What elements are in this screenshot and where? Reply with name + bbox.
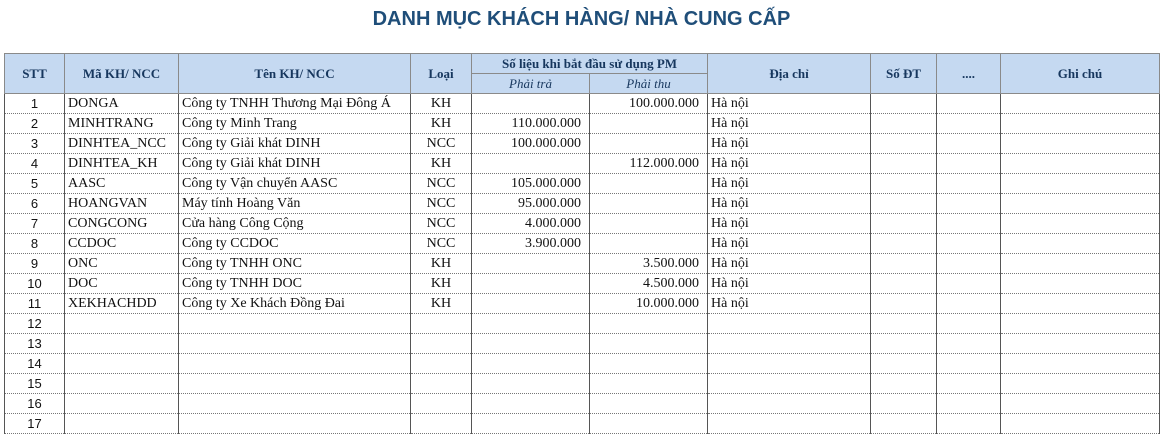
cell-more[interactable] (937, 334, 1001, 354)
cell-code[interactable] (65, 374, 179, 394)
cell-stt[interactable]: 8 (5, 234, 65, 254)
cell-phone[interactable] (871, 314, 937, 334)
cell-receivable[interactable]: 3.500.000 (590, 254, 708, 274)
cell-address[interactable]: Hà nội (708, 274, 871, 294)
cell-receivable[interactable]: 100.000.000 (590, 94, 708, 114)
cell-more[interactable] (937, 214, 1001, 234)
cell-receivable[interactable] (590, 194, 708, 214)
table-row (5, 194, 1160, 214)
cell-receivable[interactable] (590, 134, 708, 154)
cell-name[interactable]: Công ty CCDOC (179, 234, 411, 254)
cell-payable[interactable] (472, 254, 590, 274)
cell-stt[interactable]: 1 (5, 94, 65, 114)
cell-address[interactable] (708, 374, 871, 394)
cell-address[interactable] (708, 394, 871, 414)
cell-code[interactable]: MINHTRANG (65, 114, 179, 134)
cell-type[interactable] (411, 414, 472, 434)
header-name: Tên KH/ NCC (179, 54, 411, 94)
cell-name[interactable] (179, 354, 411, 374)
cell-address[interactable]: Hà nội (708, 134, 871, 154)
cell-phone[interactable] (871, 134, 937, 154)
cell-stt[interactable]: 6 (5, 194, 65, 214)
cell-address[interactable]: Hà nội (708, 94, 871, 114)
cell-payable[interactable] (472, 354, 590, 374)
cell-phone[interactable] (871, 94, 937, 114)
cell-payable[interactable] (472, 94, 590, 114)
cell-name[interactable] (179, 314, 411, 334)
cell-name[interactable] (179, 334, 411, 354)
cell-type[interactable]: NCC (411, 134, 472, 154)
cell-address[interactable] (708, 334, 871, 354)
cell-type[interactable]: NCC (411, 214, 472, 234)
cell-stt[interactable]: 3 (5, 134, 65, 154)
cell-phone[interactable] (871, 334, 937, 354)
cell-name[interactable] (179, 374, 411, 394)
cell-phone[interactable] (871, 154, 937, 174)
cell-phone[interactable] (871, 354, 937, 374)
header-stt: STT (5, 54, 65, 94)
cell-name[interactable]: Công ty Vận chuyển AASC (179, 174, 411, 194)
cell-receivable[interactable] (590, 354, 708, 374)
cell-notes[interactable] (1001, 294, 1160, 314)
cell-payable[interactable]: 110.000.000 (472, 114, 590, 134)
cell-notes[interactable] (1001, 334, 1160, 354)
cell-code[interactable] (65, 414, 179, 434)
cell-payable[interactable]: 105.000.000 (472, 174, 590, 194)
cell-name[interactable] (179, 394, 411, 414)
cell-code[interactable]: CONGCONG (65, 214, 179, 234)
cell-notes[interactable] (1001, 394, 1160, 414)
header-code: Mã KH/ NCC (65, 54, 179, 94)
cell-code[interactable]: XEKHACHDD (65, 294, 179, 314)
cell-phone[interactable] (871, 394, 937, 414)
cell-stt[interactable]: 12 (5, 314, 65, 334)
cell-more[interactable] (937, 134, 1001, 154)
page-title: DANH MỤC KHÁCH HÀNG/ NHÀ CUNG CẤP (372, 8, 791, 30)
cell-address[interactable]: Hà nội (708, 174, 871, 194)
cell-type[interactable]: NCC (411, 234, 472, 254)
cell-phone[interactable] (871, 294, 937, 314)
cell-notes[interactable] (1001, 214, 1160, 234)
cell-notes[interactable] (1001, 154, 1160, 174)
cell-name[interactable]: Công ty Xe Khách Đồng Đai (179, 294, 411, 314)
table-row (5, 294, 1160, 314)
cell-stt[interactable]: 4 (5, 154, 65, 174)
cell-code[interactable] (65, 334, 179, 354)
cell-receivable[interactable] (590, 394, 708, 414)
cell-code[interactable] (65, 314, 179, 334)
table-row (5, 334, 1160, 354)
cell-receivable[interactable] (590, 234, 708, 254)
header-type: Loại (411, 54, 472, 94)
cell-stt[interactable]: 16 (5, 394, 65, 414)
table-row (5, 94, 1160, 114)
cell-payable[interactable] (472, 154, 590, 174)
cell-type[interactable] (411, 354, 472, 374)
cell-more[interactable] (937, 94, 1001, 114)
cell-payable[interactable]: 100.000.000 (472, 134, 590, 154)
cell-more[interactable] (937, 414, 1001, 434)
cell-name[interactable]: Công ty Minh Trang (179, 114, 411, 134)
cell-address[interactable] (708, 314, 871, 334)
cell-phone[interactable] (871, 414, 937, 434)
cell-receivable[interactable] (590, 374, 708, 394)
cell-more[interactable] (937, 114, 1001, 134)
cell-name[interactable]: Cửa hàng Công Cộng (179, 214, 411, 234)
cell-address[interactable] (708, 354, 871, 374)
cell-code[interactable]: CCDOC (65, 234, 179, 254)
cell-receivable[interactable] (590, 114, 708, 134)
cell-stt[interactable]: 15 (5, 374, 65, 394)
cell-type[interactable]: KH (411, 254, 472, 274)
cell-more[interactable] (937, 314, 1001, 334)
cell-type[interactable]: KH (411, 274, 472, 294)
table-row (5, 154, 1160, 174)
cell-notes[interactable] (1001, 374, 1160, 394)
cell-receivable[interactable]: 10.000.000 (590, 294, 708, 314)
cell-notes[interactable] (1001, 234, 1160, 254)
table-row (5, 374, 1160, 394)
cell-receivable[interactable]: 112.000.000 (590, 154, 708, 174)
cell-type[interactable] (411, 374, 472, 394)
cell-phone[interactable] (871, 114, 937, 134)
cell-receivable[interactable]: 4.500.000 (590, 274, 708, 294)
cell-code[interactable]: ONC (65, 254, 179, 274)
cell-more[interactable] (937, 154, 1001, 174)
cell-notes[interactable] (1001, 314, 1160, 334)
cell-type[interactable] (411, 334, 472, 354)
cell-type[interactable]: KH (411, 94, 472, 114)
table-row (5, 214, 1160, 234)
header-opening-balance: Số liệu khi bắt đầu sử dụng PM (472, 54, 708, 74)
cell-payable[interactable] (472, 274, 590, 294)
cell-payable[interactable]: 3.900.000 (472, 234, 590, 254)
cell-phone[interactable] (871, 234, 937, 254)
cell-code[interactable]: AASC (65, 174, 179, 194)
cell-name[interactable]: Máy tính Hoàng Văn (179, 194, 411, 214)
table-row (5, 414, 1160, 434)
cell-phone[interactable] (871, 374, 937, 394)
cell-notes[interactable] (1001, 174, 1160, 194)
cell-notes[interactable] (1001, 414, 1160, 434)
cell-payable[interactable] (472, 374, 590, 394)
cell-type[interactable]: KH (411, 294, 472, 314)
cell-notes[interactable] (1001, 354, 1160, 374)
cell-code[interactable]: DONGA (65, 94, 179, 114)
cell-stt[interactable]: 7 (5, 214, 65, 234)
cell-stt[interactable]: 10 (5, 274, 65, 294)
cell-address[interactable]: Hà nội (708, 114, 871, 134)
cell-payable[interactable] (472, 394, 590, 414)
cell-more[interactable] (937, 274, 1001, 294)
cell-code[interactable] (65, 354, 179, 374)
cell-receivable[interactable] (590, 174, 708, 194)
cell-notes[interactable] (1001, 114, 1160, 134)
table-row (5, 394, 1160, 414)
table-row (5, 354, 1160, 374)
cell-type[interactable]: NCC (411, 174, 472, 194)
cell-stt[interactable]: 9 (5, 254, 65, 274)
cell-address[interactable]: Hà nội (708, 214, 871, 234)
cell-stt[interactable]: 2 (5, 114, 65, 134)
cell-type[interactable] (411, 314, 472, 334)
header-address: Địa chỉ (708, 54, 871, 94)
cell-notes[interactable] (1001, 254, 1160, 274)
cell-address[interactable]: Hà nội (708, 234, 871, 254)
cell-more[interactable] (937, 194, 1001, 214)
cell-phone[interactable] (871, 274, 937, 294)
cell-address[interactable]: Hà nội (708, 294, 871, 314)
cell-stt[interactable]: 5 (5, 174, 65, 194)
cell-more[interactable] (937, 254, 1001, 274)
header-receivable: Phải thu (590, 74, 708, 94)
cell-payable[interactable]: 4.000.000 (472, 214, 590, 234)
cell-more[interactable] (937, 174, 1001, 194)
cell-phone[interactable] (871, 194, 937, 214)
cell-receivable[interactable] (590, 414, 708, 434)
cell-more[interactable] (937, 374, 1001, 394)
cell-stt[interactable]: 11 (5, 294, 65, 314)
header-notes: Ghi chú (1001, 54, 1160, 94)
cell-notes[interactable] (1001, 94, 1160, 114)
cell-address[interactable]: Hà nội (708, 194, 871, 214)
cell-name[interactable]: Công ty Giải khát DINH (179, 154, 411, 174)
cell-type[interactable]: NCC (411, 194, 472, 214)
table-row (5, 174, 1160, 194)
cell-payable[interactable] (472, 334, 590, 354)
cell-type[interactable]: KH (411, 114, 472, 134)
cell-receivable[interactable] (590, 334, 708, 354)
cell-notes[interactable] (1001, 134, 1160, 154)
cell-stt[interactable]: 17 (5, 414, 65, 434)
table-row (5, 274, 1160, 294)
cell-payable[interactable] (472, 314, 590, 334)
cell-more[interactable] (937, 394, 1001, 414)
cell-more[interactable] (937, 294, 1001, 314)
table-row (5, 254, 1160, 274)
cell-notes[interactable] (1001, 194, 1160, 214)
header-payable: Phải trả (472, 74, 590, 94)
cell-stt[interactable]: 13 (5, 334, 65, 354)
cell-code[interactable]: DINHTEA_KH (65, 154, 179, 174)
cell-code[interactable]: DOC (65, 274, 179, 294)
cell-more[interactable] (937, 354, 1001, 374)
table-row (5, 314, 1160, 334)
table-row (5, 114, 1160, 134)
cell-type[interactable] (411, 394, 472, 414)
cell-receivable[interactable] (590, 314, 708, 334)
cell-code[interactable]: DINHTEA_NCC (65, 134, 179, 154)
cell-address[interactable]: Hà nội (708, 254, 871, 274)
cell-address[interactable]: Hà nội (708, 154, 871, 174)
cell-name[interactable]: Công ty TNHH Thương Mại Đông Á (179, 94, 411, 114)
customer-supplier-table (4, 53, 1160, 434)
cell-code[interactable]: HOANGVAN (65, 194, 179, 214)
header-phone: Số ĐT (871, 54, 937, 94)
header-more: .... (937, 54, 1001, 94)
cell-phone[interactable] (871, 254, 937, 274)
cell-name[interactable]: Công ty TNHH ONC (179, 254, 411, 274)
cell-stt[interactable]: 14 (5, 354, 65, 374)
cell-notes[interactable] (1001, 274, 1160, 294)
table-row (5, 234, 1160, 254)
table-row (5, 134, 1160, 154)
cell-payable[interactable] (472, 414, 590, 434)
cell-more[interactable] (937, 234, 1001, 254)
cell-code[interactable] (65, 394, 179, 414)
cell-name[interactable]: Công ty Giải khát DINH (179, 134, 411, 154)
cell-type[interactable]: KH (411, 154, 472, 174)
cell-payable[interactable] (472, 294, 590, 314)
cell-phone[interactable] (871, 174, 937, 194)
cell-receivable[interactable] (590, 214, 708, 234)
cell-address[interactable] (708, 414, 871, 434)
cell-name[interactable]: Công ty TNHH DOC (179, 274, 411, 294)
cell-phone[interactable] (871, 214, 937, 234)
cell-payable[interactable]: 95.000.000 (472, 194, 590, 214)
cell-name[interactable] (179, 414, 411, 434)
